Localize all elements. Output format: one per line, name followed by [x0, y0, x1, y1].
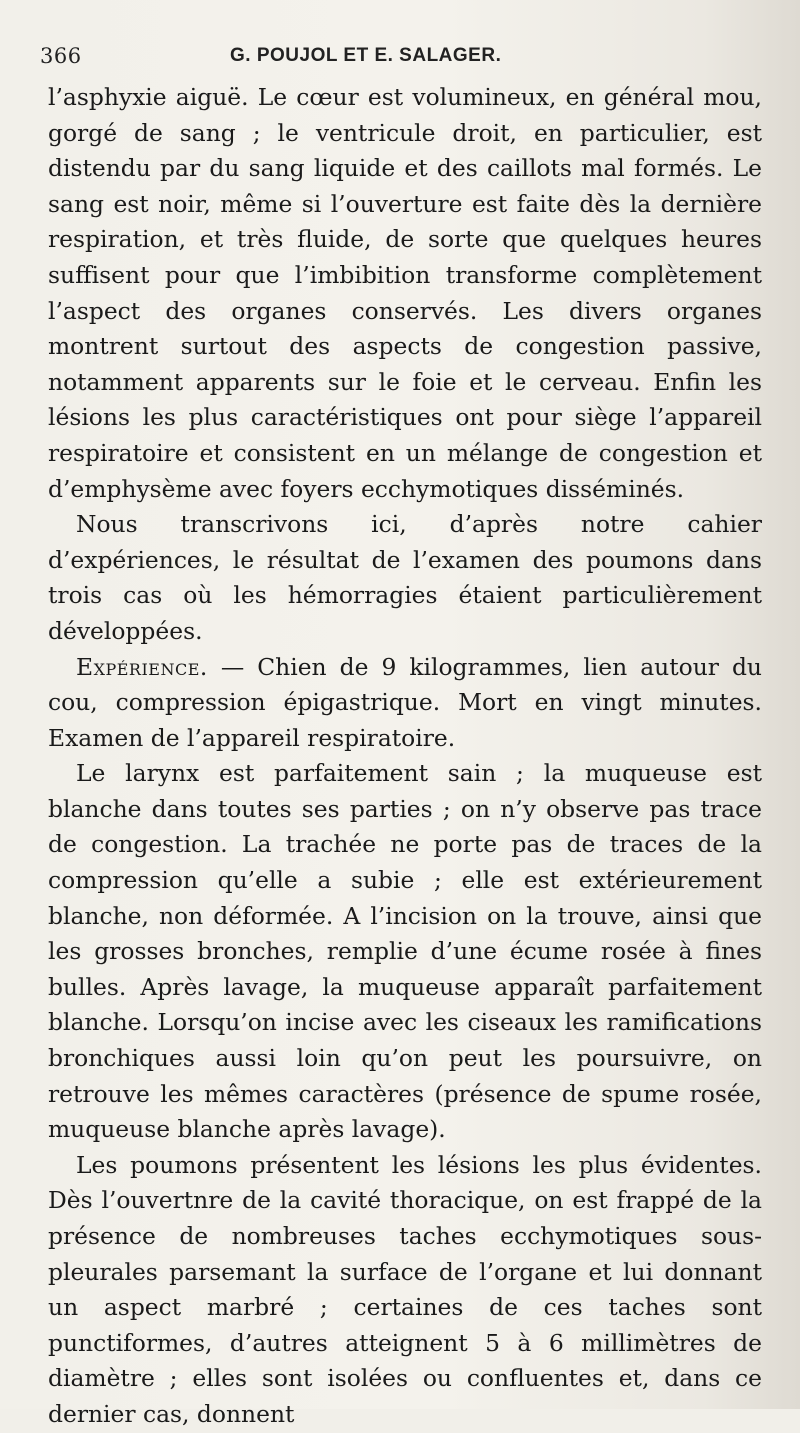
paragraph-larynx: Le larynx est parfaitement sain ; la muqueuse est blanche dans toutes ses parties ; on n’y observe pas trace de congestion. La trachée ne porte pas de traces de la compression qu’elle a subie ; elle est extérieurement blanche, non déformée. A l’incision on la trouve, ainsi que les grosses bronches, remplie d’une écume rosée à fines bulles. Après lavage, la muqueuse apparaît parfaitement blanche. Lorsqu’on incise avec les ciseaux les ramifications bronchiques aussi loin qu’on peut les poursuivre, on retrouve les mêmes caractères (présence de spume rosée, muqueuse blanche après lavage).	[48, 759, 762, 1144]
body-text	[48, 80, 762, 1433]
paragraph-asphyxie: l’asphyxie aiguë. Le cœur est volumineux, en général mou, gorgé de sang ; le ventricule droit, en particulier, est distendu par du sang liquide et des caillots mal formés. Le sang est noir, même si l’ouverture est faite dès la dernière respiration, et très fluide, de sorte que quelques heures suffisent pour que l’imbibition transforme complètement l’aspect des organes conservés. Les divers organes montrent surtout des aspects de congestion passive, notamment apparents sur le foie et le cerveau. Enfin les lésions les plus caractéristiques ont pour siège l’appareil respiratoire et consistent en un mélange de congestion et d’emphysème avec foyers ecchymotiques disséminés.	[48, 83, 762, 503]
page-header	[40, 44, 760, 74]
paragraph-transcription: Nous transcrivons ici, d’après notre cahier d’expériences, le résultat de l’examen des poumons dans trois cas où les hémorragies étaient particulièrement développées.	[48, 510, 762, 645]
experience-label: Expérience.	[76, 652, 208, 681]
running-head: G. POUJOL ET E. SALAGER.	[230, 45, 502, 66]
experience-text: — Chien de 9 kilogrammes, lien autour du cou, compression épigastrique. Mort en vingt minutes. Examen de l’appareil respiratoire.	[48, 652, 762, 752]
paragraph-poumons: Les poumons présentent les lésions les plus évidentes. Dès l’ouvertnre de la cavité thoracique, on est frappé de la présence de nombreuses taches ecchymotiques sous-pleurales parsemant la surface de l’organe et lui donnant un aspect marbré ; certaines de ces taches sont punctiformes, d’autres atteignent 5 à 6 millimètres de diamètre ; elles sont isolées ou confluentes et, dans ce dernier cas, donnent	[48, 1150, 762, 1428]
paragraph-experience	[48, 650, 762, 757]
page-number: 366	[40, 44, 82, 68]
